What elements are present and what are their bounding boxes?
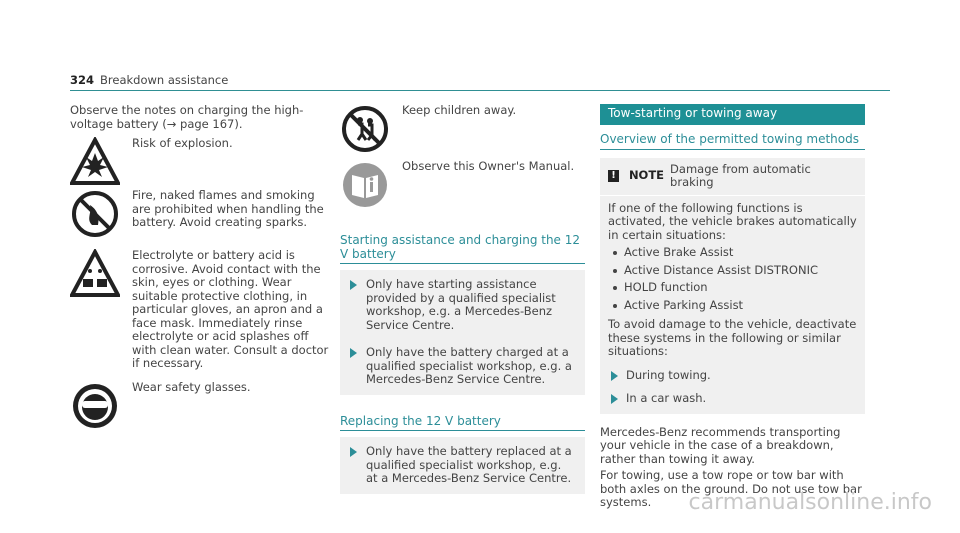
no-fire-icon [70,189,120,239]
paragraph-recommend: Mercedes-Benz recommends transporting your vehicle in the case of a breakdown, rather than towing it away. [600,424,841,466]
note-body [600,196,865,414]
bullet-item: HOLD function [608,281,857,295]
bullet-item: Active Distance Assist DISTRONIC [608,264,857,278]
explosion-icon [70,137,120,187]
paragraph-towing: For towing, use a tow rope or tow bar with both axles on the ground. Do not use tow bar systems. [600,468,862,509]
note-label: NOTE [628,168,665,183]
right-column [600,104,865,510]
replacing-list [340,437,585,494]
starting-list [340,270,585,395]
arrow-item: During towing. [608,369,857,383]
safety-glasses-icon [70,381,120,431]
list-item: Only have starting assistance provided by a qualified specialist workshop, e.g. a Mercedes-Benz Service Centre. [366,278,575,332]
warning-row [340,160,585,210]
list-item: Only have the battery replaced at a qualified specialist workshop, e.g. at a Mercedes-Benz Service Centre. [366,445,575,486]
section-title: Breakdown assistance [100,73,229,87]
watermark: carmanualsonline.info [688,490,932,515]
section-heading-starting: Starting assistance and charging the 12 V battery [340,234,585,264]
intro-text: Observe the notes on charging the high-voltage battery (→ page 167). [70,103,304,131]
header-rule [70,90,890,91]
warning-text: Observe this Owner's Manual. [402,159,575,173]
section-heading-replacing: Replacing the 12 V battery [340,415,585,432]
note-box [600,158,865,414]
sub-heading: Overview of the permitted towing methods [600,133,865,150]
page-header [70,73,228,87]
arrow-icon [350,447,357,457]
warning-text: Risk of explosion. [132,136,233,150]
arrow-icon [350,348,357,358]
warning-text: Keep children away. [402,103,517,117]
list-item: Only have the battery charged at a qualified specialist workshop, e.g. a Mercedes-Benz Service Centre. [366,346,575,387]
bullet-item: Active Brake Assist [608,246,857,260]
exclamation-icon: ! [608,170,619,182]
note-intro: If one of the following functions is activated, the vehicle brakes automatically in certain situations: [608,200,857,242]
note-header [600,158,865,196]
warning-text: Fire, naked flames and smoking are prohibited when handling the battery. Avoid creating sparks. [132,188,324,229]
main-heading: Tow-starting or towing away [600,104,865,125]
middle-column [340,104,585,494]
warning-row [70,381,330,431]
left-column [70,104,330,431]
arrow-icon [350,280,357,290]
arrow-item: In a car wash. [608,392,857,406]
warning-row [70,189,330,239]
note-title: Damage from automatic braking [670,161,811,189]
warning-row [340,104,585,154]
corrosive-icon [70,249,120,299]
warning-text: Wear safety glasses. [132,379,251,394]
warning-row [70,137,330,187]
warning-row [70,249,330,371]
page-number: 324 [70,73,95,87]
bullet-item: Active Parking Assist [608,299,857,313]
owners-manual-icon [340,160,390,210]
warning-text: Electrolyte or battery acid is corrosive. Avoid contact with the skin, eyes or clothing. Wear suitable protective clothing, in particular gloves, an apron and a face mask. Immediately rinse electrolyte or acid splashes off with clean water. Consult a doctor if necessary. [132,248,329,370]
keep-children-away-icon [340,104,390,154]
note-mid: To avoid damage to the vehicle, deactivate these systems in the following or similar situations: [608,317,857,358]
